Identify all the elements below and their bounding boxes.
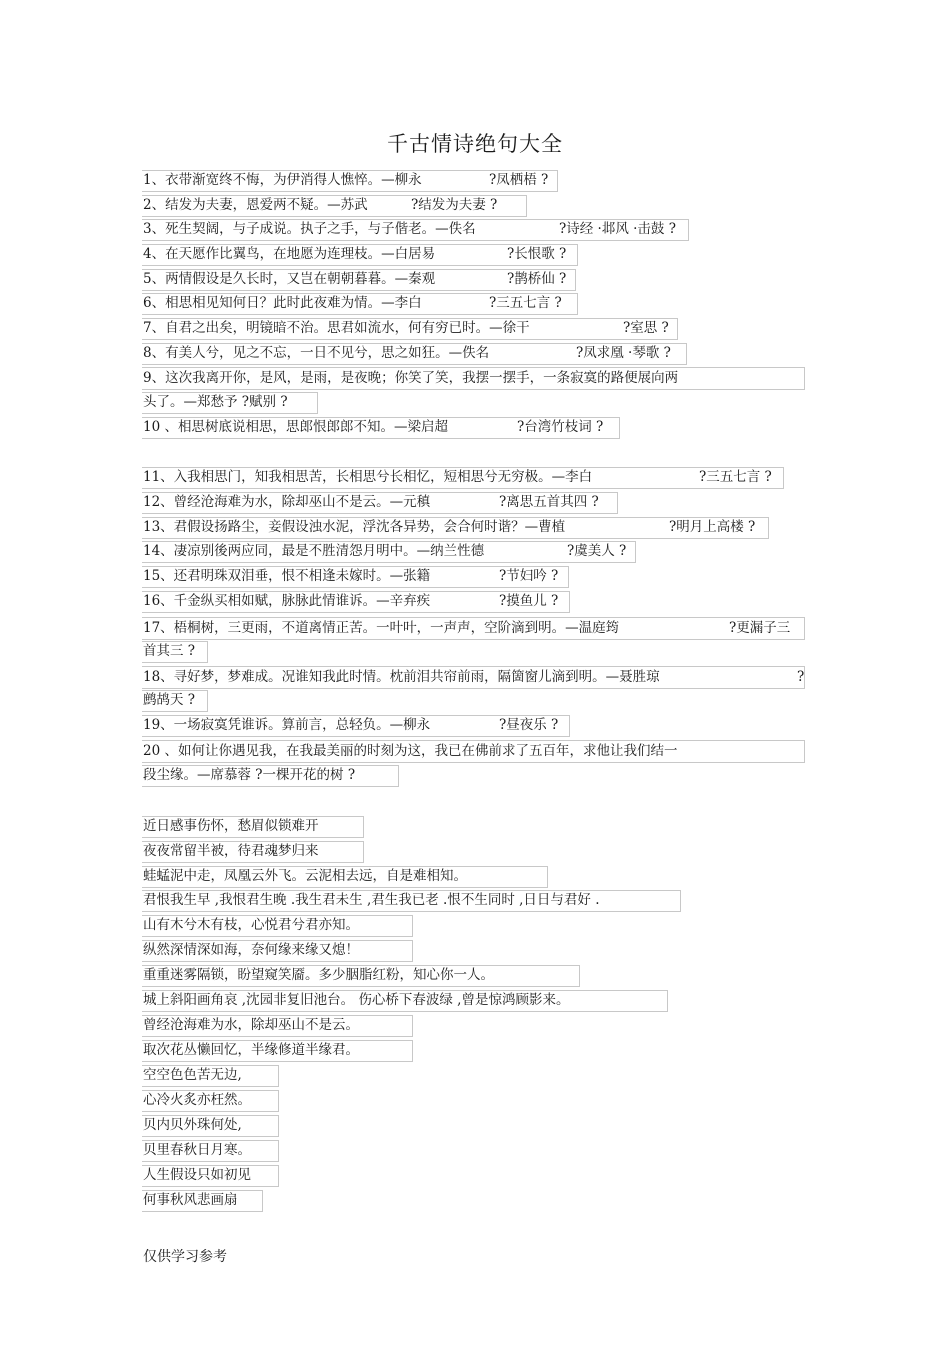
poem-text: 20 、如何让你遇见我，在我最美丽的时刻为这，我已在佛前求了五百年，求他让我们结一 — [143, 743, 678, 759]
poem-text: 5、两情假设是久长时，又岂在朝朝暮暮。—秦观 — [143, 271, 436, 287]
poem-source: ?更漏子三 — [729, 620, 791, 636]
poem-item — [143, 492, 599, 513]
poem-item — [143, 368, 678, 389]
verse-line: 曾经沧海难为水，除却巫山不是云。 — [143, 1017, 359, 1033]
poem-text: 7、自君之出矣，明镜暗不治。思君如流水，何有穷已时。—徐干 — [143, 320, 530, 336]
poem-item — [143, 715, 559, 736]
poem-item — [143, 195, 498, 216]
poem-item — [143, 667, 805, 688]
poem-text: 3、死生契阔，与子成说。执子之手，与子偕老。—佚名 — [143, 221, 476, 237]
poem-item-continued — [143, 765, 355, 786]
verse-line: 山有木兮木有枝，心悦君兮君亦知。 — [143, 917, 359, 933]
poem-item — [143, 591, 559, 612]
poem-source: ?明月上高楼 ? — [669, 519, 756, 535]
verse-line: 纵然深情深如海，奈何缘来缘又熄！ — [143, 942, 359, 958]
poem-item — [143, 269, 567, 290]
poem-item — [143, 618, 791, 639]
poem-text: 9、这次我离开你，是风，是雨，是夜晚；你笑了笑，我摆一摆手，一条寂寞的路便展向两 — [143, 370, 679, 386]
poem-item-continued — [143, 641, 195, 662]
poem-item — [143, 219, 676, 240]
poem-text-continued: 首其三 ? — [143, 643, 196, 659]
poem-source: ? — [797, 669, 805, 685]
poem-source: ?凤栖梧 ? — [489, 172, 549, 188]
poem-text: 13、君假设扬路尘，妾假设浊水泥，浮沈各异势，会合何时谐？—曹植 — [143, 519, 566, 535]
poem-item — [143, 417, 604, 438]
poem-source: ?诗经 ·邶风 ·击鼓 ? — [559, 221, 676, 237]
poem-text: 2、结发为夫妻，恩爱两不疑。—苏武 — [143, 197, 368, 213]
poem-item-continued — [143, 690, 195, 711]
verse-line: 心冷火炙亦枉然。 — [143, 1092, 251, 1108]
poem-text: 16、千金纵买相如赋，脉脉此情谁诉。—辛弃疾 — [143, 593, 431, 609]
verse-line: 重重迷雾隔锁，盼望窥笑靥。多少胭脂红粉，知心你一人。 — [143, 967, 494, 983]
poem-item — [143, 741, 677, 762]
verse-line: 近日感事伤怀，愁眉似锁难开 — [143, 818, 319, 834]
poem-item — [143, 566, 559, 587]
poem-source: ?摸鱼儿 ? — [499, 593, 559, 609]
poem-source: ?昼夜乐 ? — [499, 717, 559, 733]
poem-item — [143, 293, 562, 314]
poem-text: 14、凄凉别後两应同，最是不胜清怨月明中。—纳兰性德 — [143, 543, 485, 559]
verse-line: 取次花丛懒回忆，半缘修道半缘君。 — [143, 1042, 359, 1058]
poem-text-continued: 头了。—郑愁予 ?赋别 ? — [143, 394, 288, 410]
poem-text: 8、有美人兮，见之不忘，一日不见兮，思之如狂。—佚名 — [143, 345, 490, 361]
poem-item — [143, 244, 567, 265]
poem-source: ?室思 ? — [623, 320, 669, 336]
poem-item — [143, 318, 669, 339]
poem-source: ?节妇吟 ? — [499, 568, 559, 584]
verse-line: 人生假设只如初见 — [143, 1167, 251, 1183]
poem-source: ?鹊桥仙 ? — [507, 271, 567, 287]
verse-line: 君恨我生早 ,我恨君生晚 .我生君未生 ,君生我已老 .恨不生同时 ,日日与君好 . — [143, 892, 600, 908]
poem-source: ?凤求凰 ·琴歌 ? — [576, 345, 671, 361]
poem-text: 15、还君明珠双泪垂，恨不相逢未嫁时。—张籍 — [143, 568, 431, 584]
poem-source: ?三五七言 ? — [699, 469, 772, 485]
document-title: 千古情诗绝句大全 — [387, 132, 563, 156]
poem-item-continued — [143, 392, 288, 413]
verse-line: 空空色色苦无边, — [143, 1067, 242, 1083]
poem-text-continued: 段尘缘。—席慕蓉 ?一棵开花的树 ? — [143, 767, 356, 783]
verse-line: 蛙蜢泥中走，凤凰云外飞。云泥相去远，自是难相知。 — [143, 868, 467, 884]
verse-line: 贝里春秋日月寒。 — [143, 1142, 251, 1158]
verse-line: 贝内贝外珠何处, — [143, 1117, 242, 1133]
poem-item — [143, 170, 549, 191]
poem-text: 19、一场寂寞凭谁诉。算前言，总轻负。—柳永 — [143, 717, 431, 733]
verse-line: 何事秋风悲画扇 — [143, 1192, 238, 1208]
poem-item — [143, 517, 756, 538]
poem-text-continued: 鹧鸪天 ? — [143, 692, 196, 708]
poem-text: 18、寻好梦，梦难成。况谁知我此时情。枕前泪共帘前雨，隔箇窗儿滴到明。—聂胜琼 — [143, 669, 660, 685]
poem-source: ?虞美人 ? — [567, 543, 627, 559]
poem-item — [143, 541, 627, 562]
poem-source: ?离思五首其四 ? — [499, 494, 599, 510]
poem-source: ?三五七言 ? — [489, 295, 562, 311]
poem-source: ?台湾竹枝词 ? — [517, 419, 604, 435]
poem-text: 4、在天愿作比翼鸟，在地愿为连理枝。—白居易 — [143, 246, 436, 262]
verse-line: 城上斜阳画角哀 ,沈园非复旧池台。 伤心桥下春波绿 ,曾是惊鸿顾影来。 — [143, 992, 570, 1008]
poem-item — [143, 467, 772, 488]
verse-line: 夜夜常留半被，待君魂梦归来 — [143, 843, 319, 859]
footer-note: 仅供学习参考 — [143, 1249, 227, 1265]
poem-item — [143, 343, 671, 364]
poem-text: 1、衣带渐宽终不悔，为伊消得人憔悴。—柳永 — [143, 172, 422, 188]
poem-text: 6、相思相见知何日？此时此夜难为情。—李白 — [143, 295, 422, 311]
poem-source: ?长恨歌 ? — [507, 246, 567, 262]
poem-source: ?结发为夫妻 ? — [411, 197, 498, 213]
poem-text: 11、入我相思门，知我相思苦，长相思兮长相忆，短相思兮无穷极。—李白 — [143, 469, 593, 485]
poem-text: 12、曾经沧海难为水，除却巫山不是云。—元稹 — [143, 494, 431, 510]
poem-text: 10 、相思树底说相思，思郎恨郎郎不知。—梁启超 — [143, 419, 448, 435]
poem-text: 17、梧桐树，三更雨，不道离情正苦。一叶叶，一声声，空阶滴到明。—温庭筠 — [143, 620, 620, 636]
